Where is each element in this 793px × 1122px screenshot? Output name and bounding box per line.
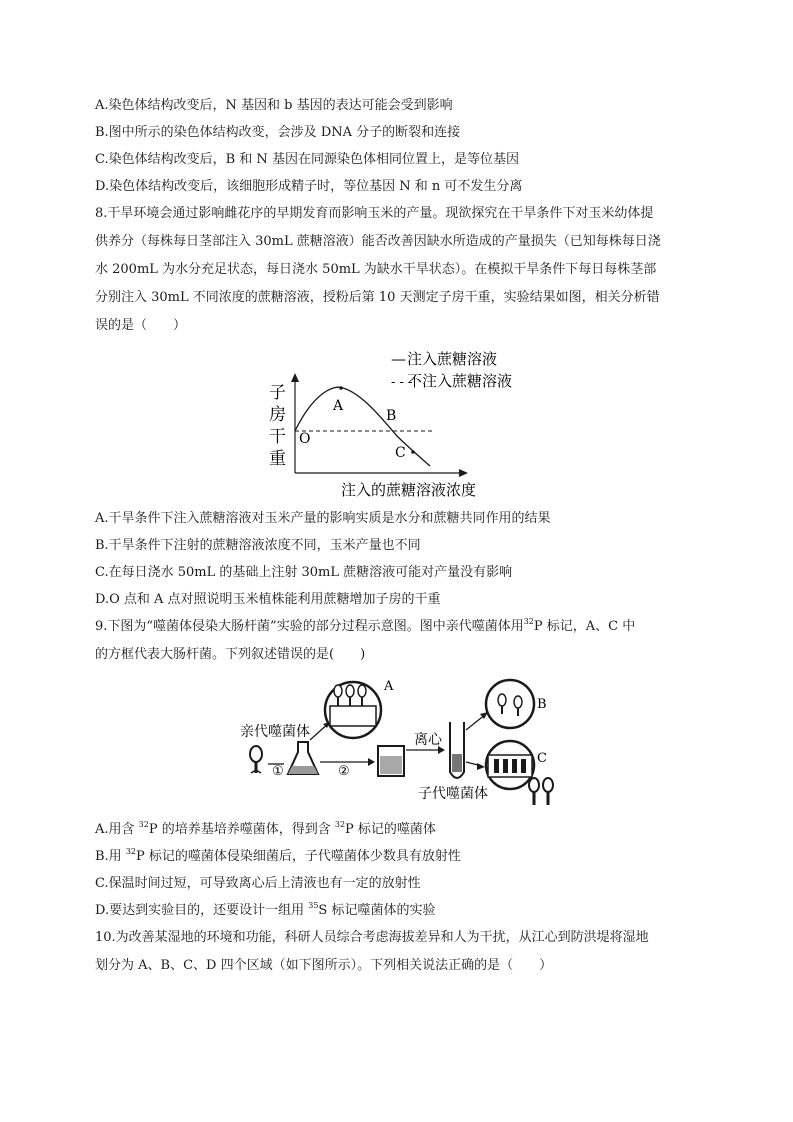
- y-axis-label-char: 重: [269, 449, 286, 469]
- step-2-label: ②: [338, 764, 350, 779]
- beaker-icon: [378, 746, 404, 776]
- q9-option-a-sup-2: 32: [334, 820, 346, 829]
- q9-option-d-part-1: D.要达到实验目的，还要设计一组用: [95, 903, 309, 918]
- q9-stem-line-1: [95, 619, 635, 635]
- q9-option-a-part-3: P 标记的噬菌体: [345, 822, 436, 837]
- q9-stem-part-b: P 标记，A、C 中: [533, 619, 636, 634]
- q9-stem-part-a: 9.下图为“噬菌体侵染大肠杆菌”实验的部分过程示意图。图中亲代噬菌体用: [95, 619, 524, 634]
- q9-option-c: C.保温时间过短，可导致离心后上清液也有一定的放射性: [95, 876, 421, 891]
- y-axis-label-char: 房: [269, 405, 286, 425]
- q9-option-d-part-2: S 标记噬菌体的实验: [318, 903, 436, 918]
- q7-option-b: B.图中所示的染色体结构改变，会涉及 DNA 分子的断裂和连接: [95, 125, 461, 140]
- label-parent-phage: 亲代噬菌体: [240, 724, 310, 740]
- y-axis-label: [269, 383, 286, 469]
- q10-stem-line-2: 划分为 A、B、C、D 四个区域（如下图所示）。下列相关说法正确的是（ ）: [95, 958, 553, 973]
- label-b: B: [537, 697, 547, 712]
- point-c-label: C: [395, 445, 406, 461]
- q9-stem-line-2: 的方框代表大肠杆菌。下列叙述错误的是( ): [95, 647, 366, 662]
- point-c-marker: [411, 450, 415, 454]
- q9-option-d-sup: 35: [308, 901, 319, 910]
- point-a-marker: [339, 386, 343, 390]
- q7-option-d: D.染色体结构改变后，该细胞形成精子时，等位基因 N 和 n 可不发生分离: [95, 179, 523, 194]
- y-axis-label-char: 子: [269, 383, 286, 403]
- step-1-label: ①: [272, 764, 284, 779]
- legend-solid-label: 注入蔗糖溶液: [407, 350, 498, 368]
- test-tube-icon: [450, 722, 464, 778]
- q8-stem-line-3: 水 200mL 为水分充足状态，每日浇水 50mL 为缺水干旱状态）。在模拟干旱条件下每日每株茎部: [95, 262, 657, 277]
- q9-option-b-sup: 32: [125, 847, 137, 856]
- q9-stem-sup: 32: [523, 617, 534, 626]
- q9-option-b: [95, 849, 461, 865]
- q8-stem-line-4: 分别注入 30mL 不同浓度的蔗糖溶液，授粉后第 10 天测定子房干重，实验结果如图，相关分析错: [95, 290, 660, 305]
- legend-dashed-label: 不注入蔗糖溶液: [407, 372, 513, 390]
- q9-option-a-part-2: P 的培养基培养噬菌体，得到含: [148, 822, 335, 837]
- q8-stem-line-2: 供养分（每株每日茎部注入 30mL 蔗糖溶液）能否改善因缺水所造成的产量损失（已知每株每日浇: [95, 234, 661, 249]
- q8-stem-line-5: 误的是（ ）: [95, 318, 187, 333]
- y-axis-arrow: [291, 373, 299, 382]
- precipitate-circle-c: [486, 741, 534, 789]
- q8-chart: [255, 340, 545, 505]
- q7-option-a: A.染色体结构改变后，N 基因和 b 基因的表达可能会受到影响: [95, 98, 453, 113]
- label-centrifuge: 离心: [414, 732, 442, 748]
- q9-option-a-sup-1: 32: [138, 820, 149, 829]
- q9-option-a-part-1: A.用含: [95, 822, 139, 837]
- legend-solid-prefix: —: [391, 350, 406, 368]
- legend-dashed-prefix: - - -: [391, 375, 413, 390]
- q9-option-a: [95, 822, 436, 838]
- point-a-label: A: [333, 398, 344, 414]
- culture-circle-a: [325, 682, 381, 738]
- x-axis-arrow: [459, 469, 468, 477]
- q8-option-a: A.干旱条件下注入蔗糖溶液对玉米产量的影响实质是水分和蔗糖共同作用的结果: [95, 511, 551, 526]
- label-a: A: [384, 679, 394, 694]
- q7-option-c: C.染色体结构改变后，B 和 N 基因在同源染色体相同位置上，是等位基因: [95, 152, 519, 167]
- point-o-label: O: [299, 431, 311, 447]
- label-offspring-phage: 子代噬菌体: [418, 786, 488, 802]
- label-c: C: [537, 751, 547, 766]
- point-b-label: B: [386, 408, 397, 424]
- q9-option-b-part-2: P 标记的噬菌体侵染细菌后，子代噬菌体少数具有放射性: [136, 849, 461, 864]
- q8-stem-line-1: 8.干旱环境会通过影响雌花序的早期发育而影响玉米的产量。现欲探究在干旱条件下对玉米幼体提: [95, 206, 654, 221]
- q9-figure: [238, 672, 558, 810]
- q8-option-d: D.O 点和 A 点对照说明玉米植株能利用蔗糖增加子房的干重: [95, 592, 441, 607]
- q8-option-c: C.在每日浇水 50mL 的基础上注射 30mL 蔗糖溶液可能对产量没有影响: [95, 565, 513, 580]
- q10-stem-line-1: 10.为改善某湿地的环境和功能，科研人员综合考虑海拔差异和人为干扰，从江心到防洪堤将湿地: [95, 930, 649, 945]
- q9-option-d: [95, 903, 435, 919]
- y-axis-label-char: 干: [269, 427, 286, 447]
- supernatant-circle-b: [486, 680, 534, 728]
- x-axis-label: 注入的蔗糖溶液浓度: [341, 481, 477, 499]
- q9-option-b-part-1: B.用: [95, 849, 126, 864]
- series-sucrose: [295, 387, 430, 466]
- q8-option-b: B.干旱条件下注射的蔗糖溶液浓度不同，玉米产量也不同: [95, 538, 421, 553]
